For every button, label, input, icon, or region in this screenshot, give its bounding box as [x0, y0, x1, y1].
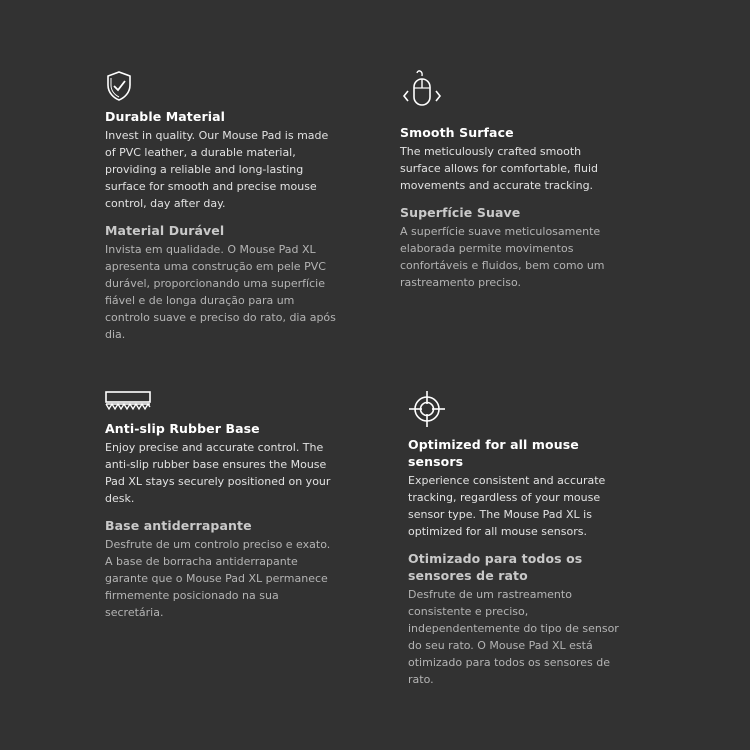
feature-title-en: Smooth Surface — [400, 125, 514, 140]
feature-description-en: Enjoy precise and accurate control. The anti-slip rubber base ensures the Mouse Pad XL stays securely positioned on your desk. — [105, 441, 331, 505]
feature-description-pt: Invista em qualidade. O Mouse Pad XL apresenta uma construção em pele PVC durável, proporcionando uma superfície fiável e de longa duração para um controlo suave e preciso do rato, dia após dia. — [105, 243, 336, 341]
crosshair-icon — [408, 390, 446, 428]
feature-description-pt: A superfície suave meticulosamente elaborada permite movimentos confortáveis e fluidos, bem como um rastreamento preciso. — [400, 225, 605, 289]
feature-description-pt: Desfrute de um controlo preciso e exato. A base de borracha antiderrapante garante que o Mouse Pad XL permanece firmemente posicionado na sua secretária. — [105, 538, 331, 619]
feature-description-pt: Desfrute de um rastreamento consistente e preciso, independentemente do tipo de sensor do seu rato. O Mouse Pad XL está otimizado para todos os sensores de rato. — [408, 588, 619, 686]
feature-description-en: Experience consistent and accurate tracking, regardless of your mouse sensor type. The Mouse Pad XL is optimized for all mouse sensors. — [408, 474, 606, 538]
feature-title-en: Optimized for all mouse sensors — [408, 437, 579, 469]
shield-check-icon — [105, 70, 133, 102]
feature-durable-material — [105, 70, 337, 343]
feature-title-pt: Base antiderrapante — [105, 518, 252, 533]
feature-optimized-sensors — [408, 390, 628, 688]
mouse-arrows-icon — [400, 68, 446, 114]
feature-description-en: Invest in quality. Our Mouse Pad is made of PVC leather, a durable material, providing a reliable and long-lasting surface for smooth and precise mouse control, day after day. — [105, 129, 329, 210]
feature-description-en: The meticulously crafted smooth surface allows for comfortable, fluid movements and accurate tracking. — [400, 145, 598, 192]
feature-smooth-surface — [400, 68, 622, 291]
feature-title-pt: Material Durável — [105, 223, 225, 238]
rubber-base-icon — [105, 388, 151, 412]
feature-title-pt: Superfície Suave — [400, 205, 521, 220]
feature-title-en: Durable Material — [105, 109, 226, 124]
feature-anti-slip-base — [105, 388, 333, 621]
feature-title-en: Anti-slip Rubber Base — [105, 421, 260, 436]
feature-title-pt: Otimizado para todos os sensores de rato — [408, 551, 583, 583]
